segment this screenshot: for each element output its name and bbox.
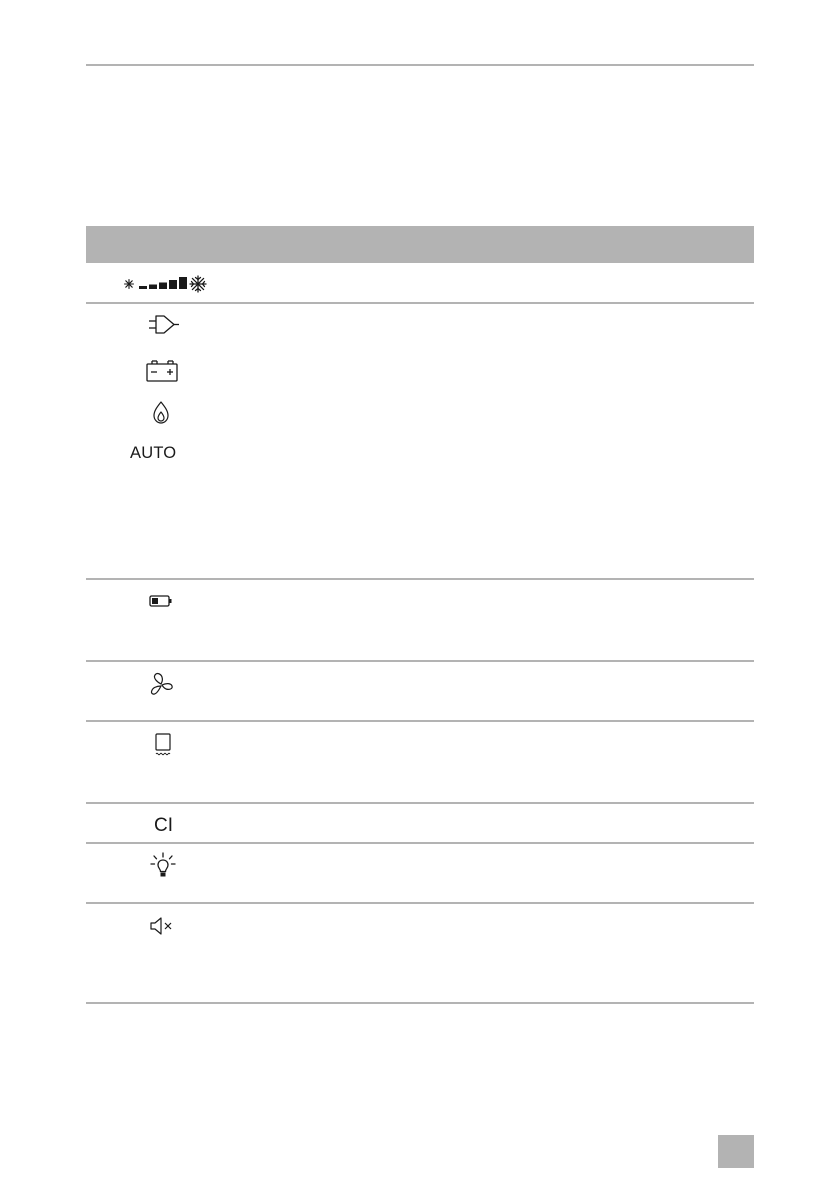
- row-divider: [86, 578, 754, 580]
- low-battery-icon: [148, 592, 174, 610]
- row-divider: [86, 302, 754, 304]
- fan-icon: [149, 671, 175, 699]
- row-divider: [86, 660, 754, 662]
- page-number-tab: [718, 1135, 754, 1168]
- battery-12v-icon: [145, 359, 179, 383]
- top-rule: [86, 64, 754, 66]
- auto-mode-label: AUTO: [130, 444, 177, 462]
- mute-icon: [147, 914, 179, 938]
- row-divider: [86, 842, 754, 844]
- heater-icon: [151, 732, 175, 760]
- row-divider: [86, 902, 754, 904]
- mains-plug-icon: [146, 313, 180, 337]
- gas-flame-icon: [151, 400, 171, 426]
- row-divider: [86, 802, 754, 804]
- cooling-level-bar-icon: [122, 272, 208, 294]
- table-bottom-rule: [86, 1002, 754, 1004]
- ci-label: CI: [154, 815, 173, 836]
- row-divider: [86, 720, 754, 722]
- table-header-bar: [86, 226, 754, 263]
- light-bulb-icon: [148, 851, 178, 881]
